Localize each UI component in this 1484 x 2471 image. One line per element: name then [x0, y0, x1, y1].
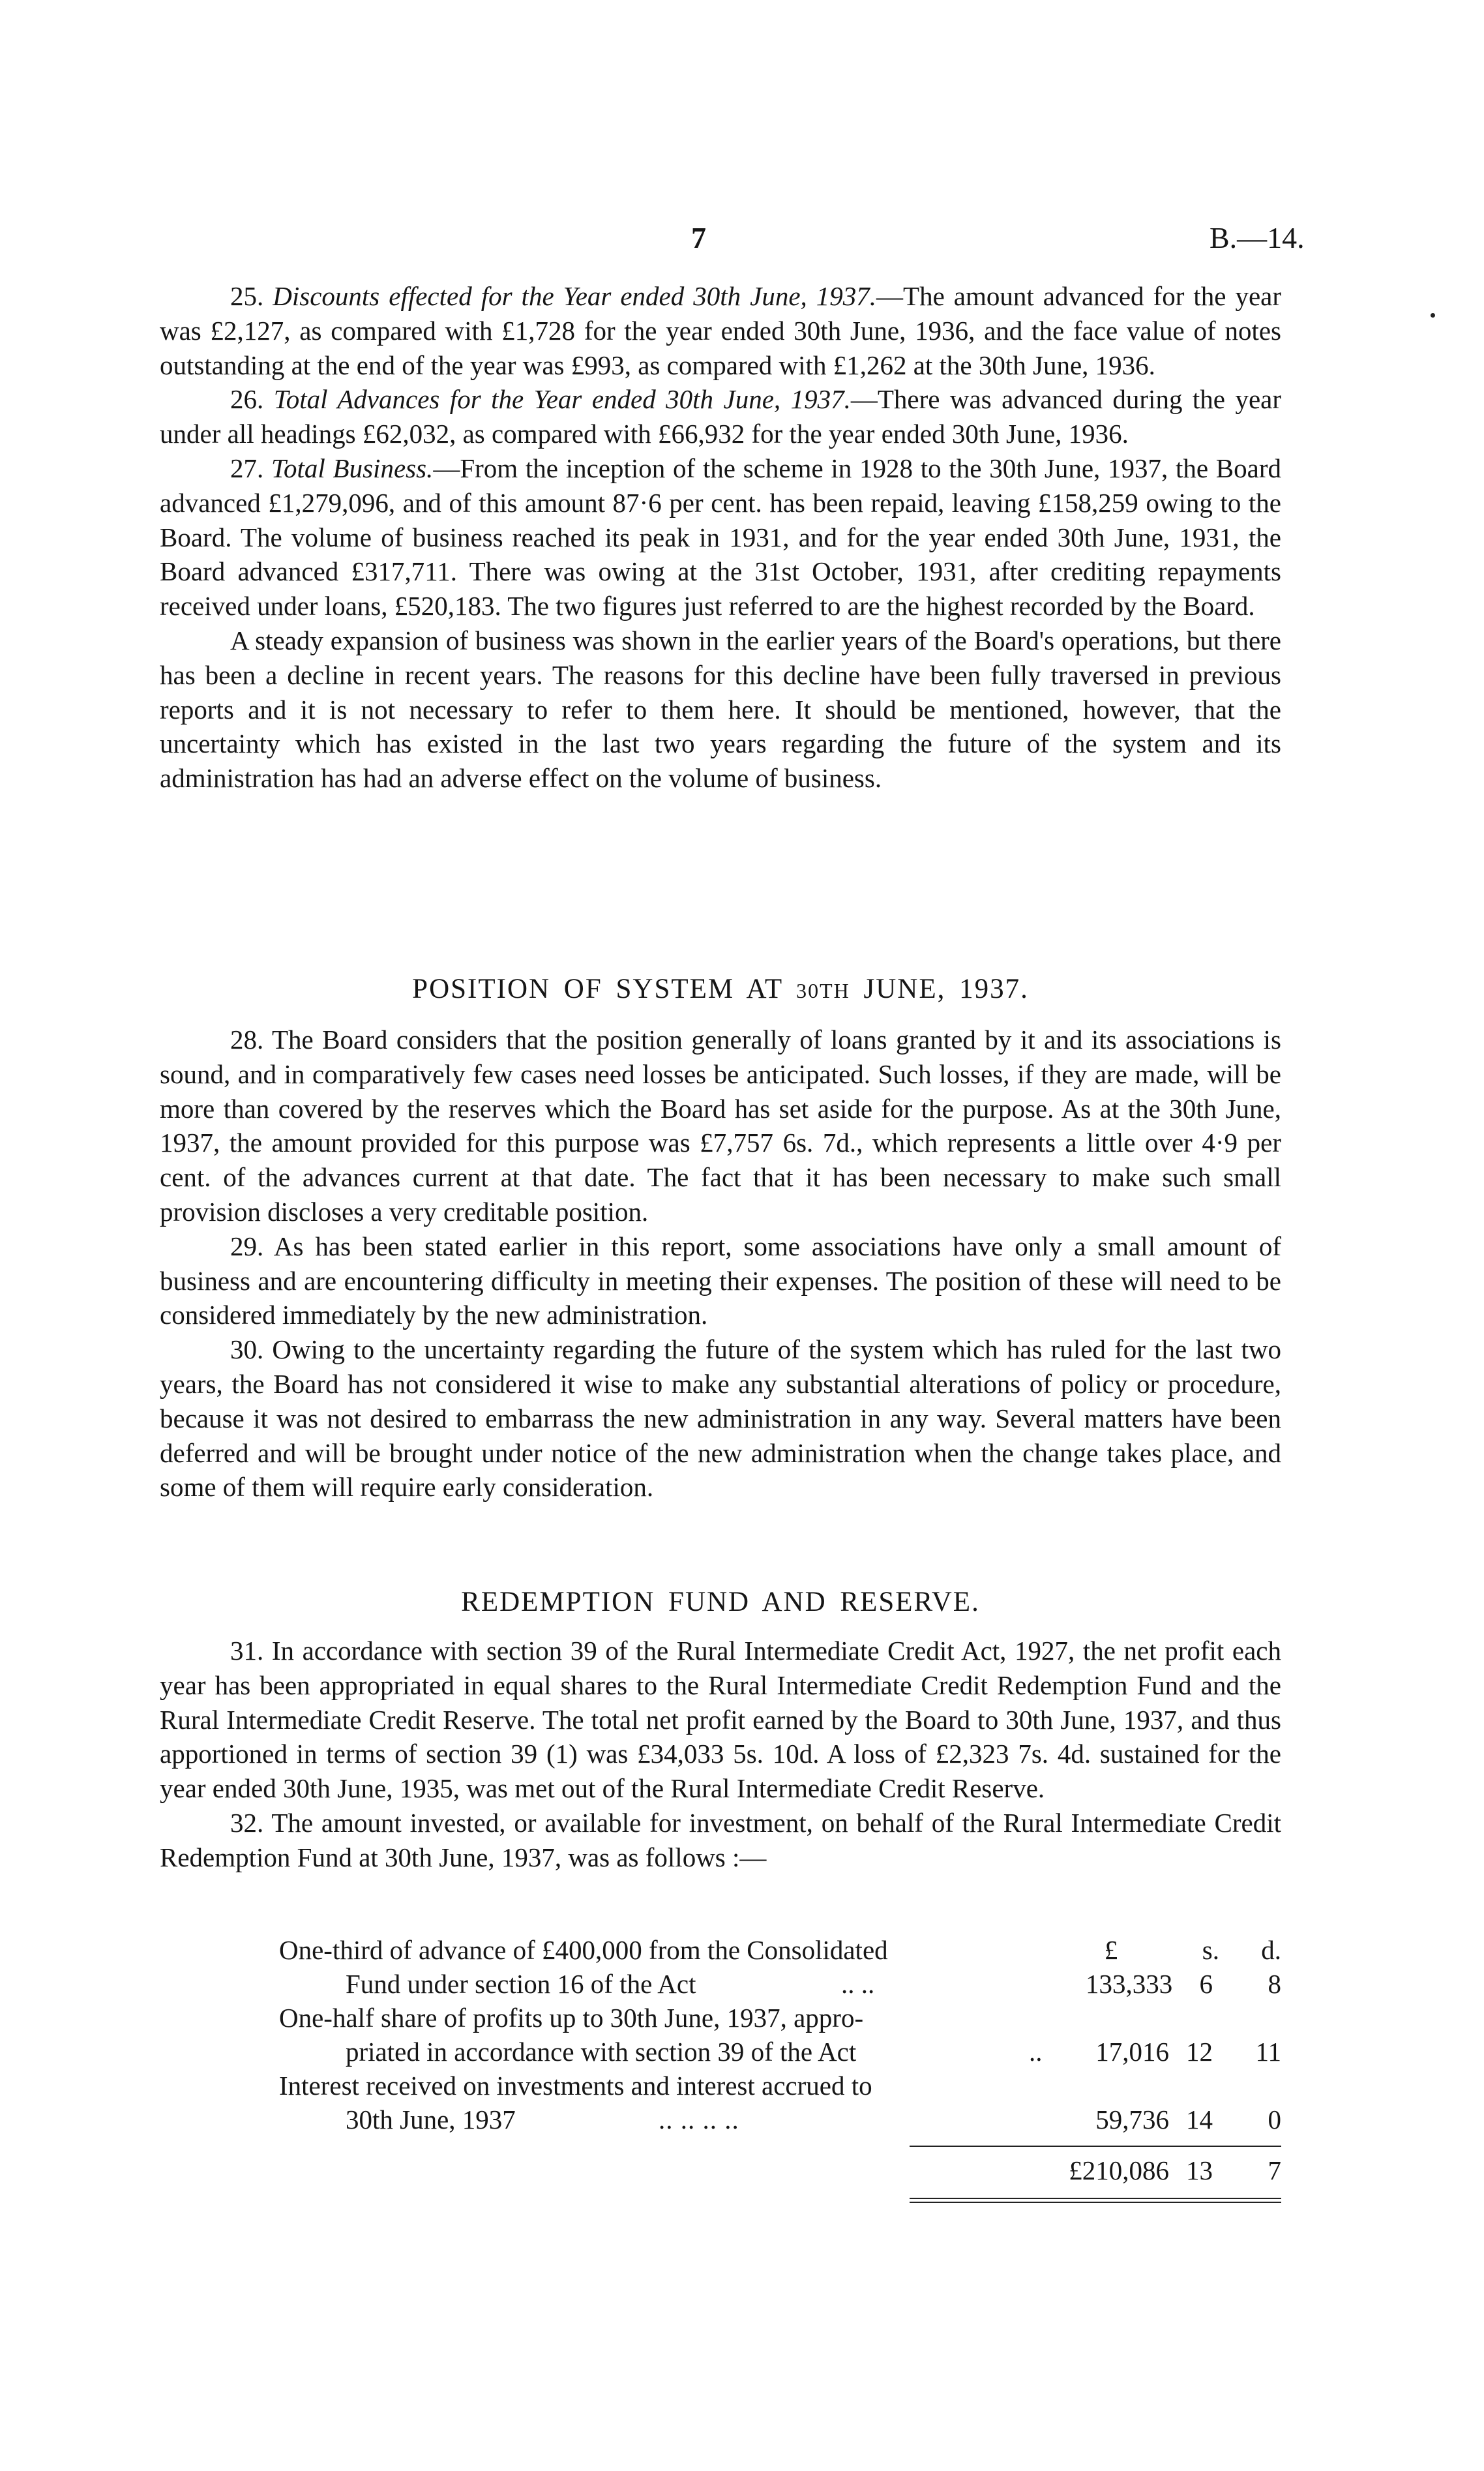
- total-double-rule: [910, 2198, 1281, 2203]
- total-shillings: 13: [1186, 2155, 1213, 2185]
- amount-pence: 0: [1268, 2104, 1281, 2134]
- account-item-label: Fund under section 16 of the Act: [346, 1969, 696, 1999]
- account-row-3a: [0, 2069, 1484, 2103]
- section-redemption-body: [160, 1634, 1281, 1875]
- paragraph-32: 32. The amount invested, or available for investment, on behalf of the Rural Intermediate Credit Redemption Fund at 30th June, 1937, was as follows :—: [160, 1807, 1281, 1872]
- document-reference: B.—14.: [1209, 221, 1305, 254]
- paragraph-29: 29. As has been stated earlier in this report, some associations have only a small amount of business and are encountering difficulty in meeting their expenses. The position of these will need to be considered immediately by the new administration.: [160, 1231, 1281, 1330]
- paragraph-27: 27. Total Business.—From the inception of the scheme in 1928 to the 30th June, 1937, the Board advanced £1,279,096, and of this amount 87·6 per cent. has been repaid, leaving £158,259 owing to the Board. The volume of business reached its peak in 1931, and for the year ended 30th June, 1931, the Board advanced £317,711. There was owing at the 31st October, 1931, after crediting repayments received under loans, £520,183. The two figures just referred to are the highest recorded by the Board.: [160, 453, 1282, 621]
- account-item-label: Interest received on investments and interest accrued to: [279, 2071, 872, 2101]
- paragraph-31: 31. In accordance with section 39 of the Rural Intermediate Credit Act, 1927, the net profit each year has been appropriated in equal shares to the Rural Intermediate Credit Redemption Fund and the Rural Intermediate Credit Reserve. The total net profit earned by the Board to 30th June, 1937, and thus apportioned in terms of section 39 (1) was £34,033 5s. 10d. A loss of £2,323 7s. 4d. sustained for the year ended 30th June, 1935, was met out of the Rural Intermediate Credit Reserve.: [160, 1636, 1281, 1804]
- amount-shillings: 6: [1199, 1969, 1213, 1999]
- paragraph-26: 26. Total Advances for the Year ended 30th June, 1937.—There was advanced during the year under all headings £62,032, as compared with £66,932 for the year ended 30th June, 1936.: [160, 384, 1281, 449]
- column-header-pence: d.: [1261, 1935, 1281, 1965]
- paragraph-25: 25. Discounts effected for the Year ended 30th June, 1937.—The amount advanced for the year was £2,127, as compared with £1,728 for the year ended 30th June, 1936, and the face value of notes outstanding at the end of the year was £993, as compared with £1,262 at the 30th June, 1936.: [160, 281, 1281, 380]
- total-pence: 7: [1268, 2155, 1281, 2185]
- account-row-1b: [0, 1967, 1484, 2001]
- dot-leader: .. ..: [841, 1969, 875, 1999]
- account-item-label: One-half share of profits up to 30th June, 1937, appro-: [279, 2003, 864, 2033]
- account-item-label: priated in accordance with section 39 of the Act: [346, 2037, 857, 2067]
- account-row-2a: [0, 2001, 1484, 2035]
- section-heading-redemption: REDEMPTION FUND AND RESERVE.: [461, 1587, 980, 1617]
- paragraph-28: 28. The Board considers that the position generally of loans granted by it and its associations is sound, and in comparatively few cases need losses be anticipated. Such losses, if they are made, will be more than covered by the reserves which the Board has set aside for the purpose. As at the 30th June, 1937, the amount provided for this purpose was £7,757 6s. 7d., which represents a little over 4·9 per cent. of the advances current at that date. The fact that it has been necessary to make such small provision discloses a very creditable position.: [160, 1025, 1281, 1227]
- section-heading-position: POSITION OF SYSTEM AT 30TH JUNE, 1937.: [412, 974, 1029, 1004]
- account-row-1a: [0, 1933, 1484, 1967]
- account-item-label: One-third of advance of £400,000 from the Consolidated: [279, 1935, 888, 1965]
- amount-shillings: 14: [1186, 2104, 1213, 2134]
- amount-shillings: 12: [1186, 2037, 1213, 2067]
- paragraph-27-continued: A steady expansion of business was shown in the earlier years of the Board's operations, but there has been a decline in recent years. The reasons for this decline have been fully traversed in previous reports and it is not necessary to refer to them here. It should be mentioned, however, that the uncertainty which has existed in the last two years regarding the future of the system and its administration has had an adverse effect on the volume of business.: [160, 625, 1281, 794]
- section-position-body: [160, 1023, 1281, 1505]
- page-number: 7: [691, 221, 706, 254]
- paragraphs-top: [160, 279, 1281, 796]
- amount-pounds: 133,333: [1086, 1969, 1173, 1999]
- total-pounds: £210,086: [1069, 2155, 1169, 2185]
- amount-pence: 11: [1255, 2037, 1281, 2067]
- account-row-2b: [0, 2035, 1484, 2069]
- account-total-row: [0, 2153, 1484, 2187]
- account-item-label: 30th June, 1937: [346, 2104, 516, 2134]
- subtotal-rule: [910, 2146, 1281, 2147]
- amount-pence: 8: [1268, 1969, 1281, 1999]
- margin-mark: [1431, 313, 1435, 318]
- amount-pounds: 17,016: [1095, 2037, 1169, 2067]
- dot-leader: ..: [1029, 2037, 1043, 2067]
- paragraph-30: 30. Owing to the uncertainty regarding the future of the system which has ruled for the last two years, the Board has not considered it wise to make any substantial alterations of policy or procedure, because it was not desired to embarrass the new administration in any way. Several matters have been deferred and will be brought under notice of the new administration when the change takes place, and some of them will require early consideration.: [160, 1334, 1281, 1503]
- column-header-shillings: s.: [1202, 1935, 1219, 1965]
- amount-pounds: 59,736: [1095, 2104, 1169, 2134]
- dot-leader: .. .. .. ..: [659, 2104, 739, 2134]
- account-row-3b: [0, 2103, 1484, 2136]
- column-header-pounds: £: [1104, 1935, 1118, 1965]
